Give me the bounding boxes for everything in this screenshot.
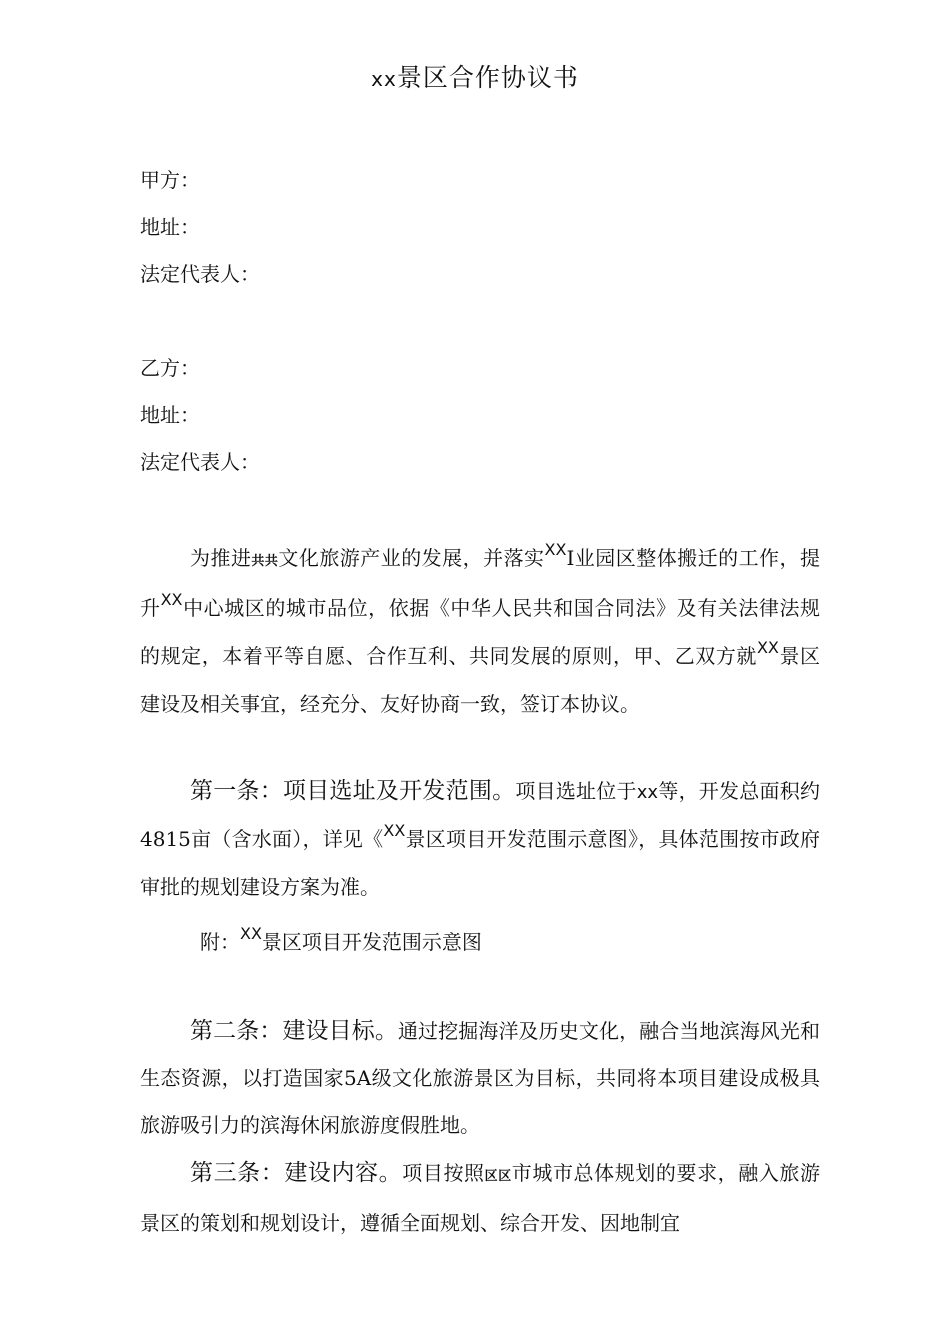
article-2-paragraph: 第二条：建设目标。通过挖掘海洋及历史文化，融合当地滨海风光和生态资源，以打造国家5A级文化旅游景区为目标，共同将本项目建设成极具旅游吸引力的滨海休闲旅游度假胜地。 bbox=[140, 1018, 821, 1137]
article-3-paragraph: 第三条：建设内容。项目按照区区市城市总体规划的要求，融入旅游景区的策划和规划设计，遵循全面规划、综合开发、因地制宜 bbox=[140, 1160, 820, 1235]
attachment-line: 附：$^{XX}$景区项目开发范围示意图 bbox=[200, 924, 482, 954]
party-a-name-label: 甲方： bbox=[140, 168, 200, 192]
party-b-name-label: 乙方： bbox=[140, 356, 200, 380]
party-b-representative-label: 法定代表人： bbox=[140, 450, 260, 474]
placeholder-mark: 区区 bbox=[484, 1169, 512, 1184]
placeholder-inline: xx bbox=[636, 782, 659, 803]
party-a-address-label: 地址： bbox=[140, 215, 200, 239]
placeholder-sup: XX bbox=[383, 821, 406, 840]
placeholder-sup: XX bbox=[160, 590, 183, 609]
title-prefix: xx bbox=[371, 67, 397, 91]
party-a-representative-label: 法定代表人： bbox=[140, 262, 260, 286]
article-1-paragraph: 第一条：项目选址及开发范围。项目选址位于xx等，开发总面积约4815亩（含水面），详见《$^{XX}$景区项目开发范围示意图》，具体范围按市政府审批的规划建设方案为准。 bbox=[140, 778, 821, 899]
preamble-paragraph: 为推进共共文化旅游产业的发展，并落实$^{XX}$I业园区整体搬迁的工作，提升$^{XX}$中心城区的城市品位，依据《中华人民共和国合同法》及有关法律法规的规定，本着平等自愿、合作互利、共同发展的原则，甲、乙双方就$^{XX}$景区建设及相关事宜，经充分、友好协商一致，签订本协议。 bbox=[140, 540, 821, 716]
document-title bbox=[0, 58, 950, 94]
placeholder-sup: XX bbox=[544, 540, 567, 559]
article-3-heading: 第三条：建设内容。 bbox=[190, 1160, 403, 1186]
placeholder-sup: XX bbox=[240, 924, 262, 943]
title-text: 景区合作协议书 bbox=[396, 63, 579, 92]
placeholder-mark: 共共 bbox=[251, 554, 279, 569]
article-2-heading: 第二条：建设目标。 bbox=[190, 1018, 398, 1044]
article-1-heading: 第一条：项目选址及开发范围。 bbox=[190, 778, 516, 804]
placeholder-sup: XX bbox=[756, 638, 779, 657]
party-b-address-label: 地址： bbox=[140, 403, 200, 427]
